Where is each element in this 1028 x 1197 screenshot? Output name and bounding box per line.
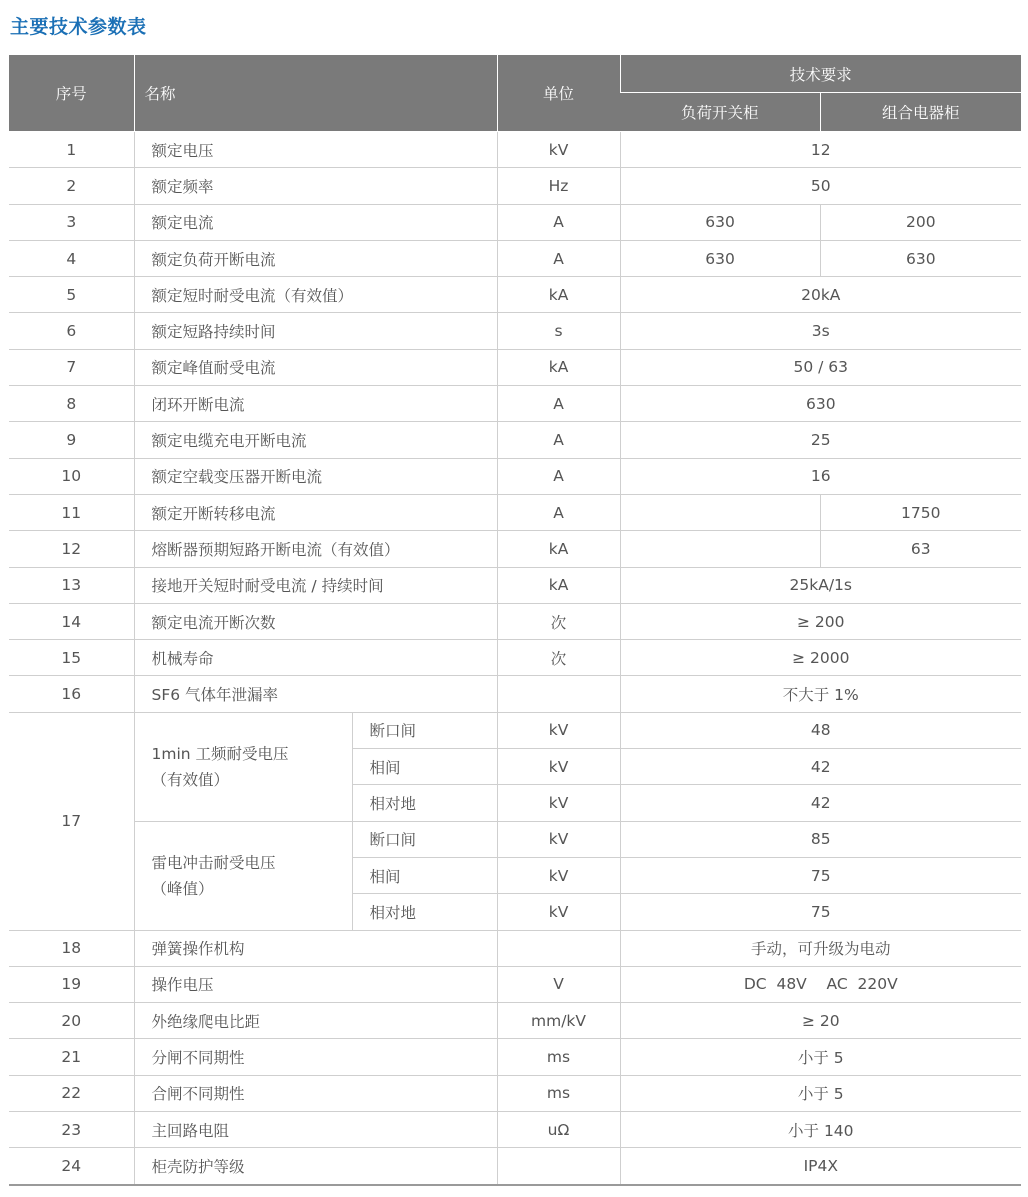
row-name: 柜壳防护等级 bbox=[134, 1148, 497, 1185]
row-no: 2 bbox=[9, 168, 134, 204]
row-no: 22 bbox=[9, 1075, 134, 1111]
row-no: 16 bbox=[9, 676, 134, 712]
row-value: 50 / 63 bbox=[620, 349, 1021, 385]
table-row bbox=[9, 422, 1021, 458]
row-no: 17 bbox=[9, 712, 134, 930]
row-value: 小于 140 bbox=[620, 1112, 1021, 1148]
row-unit: A bbox=[497, 422, 620, 458]
row-value: 85 bbox=[620, 821, 1021, 857]
row-no: 13 bbox=[9, 567, 134, 603]
row-value-col2: 63 bbox=[820, 531, 1021, 567]
table-row bbox=[9, 313, 1021, 349]
row-unit: s bbox=[497, 313, 620, 349]
table-row bbox=[9, 531, 1021, 567]
header-col1: 负荷开关柜 bbox=[620, 93, 820, 132]
row-name: 合闸不同期性 bbox=[134, 1075, 497, 1111]
row-unit: kV bbox=[497, 712, 620, 748]
row-unit: kV bbox=[497, 894, 620, 930]
row-unit: A bbox=[497, 240, 620, 276]
row-unit: Hz bbox=[497, 168, 620, 204]
table-row bbox=[9, 386, 1021, 422]
row-value: ≥ 20 bbox=[620, 1003, 1021, 1039]
row-unit bbox=[497, 930, 620, 966]
row-unit: ms bbox=[497, 1075, 620, 1111]
group-name-line1: 1min 工频耐受电压 bbox=[151, 744, 289, 763]
row-no: 6 bbox=[9, 313, 134, 349]
row-value-col1: 630 bbox=[620, 204, 820, 240]
row-name: 额定开断转移电流 bbox=[134, 494, 497, 530]
row-name: 熔断器预期短路开断电流（有效值） bbox=[134, 531, 497, 567]
table-row bbox=[9, 966, 1021, 1002]
row-unit: A bbox=[497, 458, 620, 494]
row-value: 50 bbox=[620, 168, 1021, 204]
row-value-col1 bbox=[620, 531, 820, 567]
row-unit: kV bbox=[497, 821, 620, 857]
group-name bbox=[134, 712, 352, 821]
group-name-line2: （峰值） bbox=[151, 879, 214, 898]
table-header bbox=[9, 55, 1021, 132]
row-value: 42 bbox=[620, 785, 1021, 821]
table-row bbox=[9, 1039, 1021, 1075]
row-unit: ms bbox=[497, 1039, 620, 1075]
row-name: 外绝缘爬电比距 bbox=[134, 1003, 497, 1039]
table-row bbox=[9, 494, 1021, 530]
header-no: 序号 bbox=[9, 55, 134, 132]
row-no: 5 bbox=[9, 277, 134, 313]
row-name: 额定电压 bbox=[134, 132, 497, 168]
table-row bbox=[9, 712, 1021, 748]
row-name: 额定电流 bbox=[134, 204, 497, 240]
table-row bbox=[9, 1112, 1021, 1148]
row-name: 额定电缆充电开断电流 bbox=[134, 422, 497, 458]
row-value: 小于 5 bbox=[620, 1039, 1021, 1075]
row-name: 弹簧操作机构 bbox=[134, 930, 497, 966]
sub-name: 断口间 bbox=[352, 712, 497, 748]
row-unit: V bbox=[497, 966, 620, 1002]
row-name: 额定短路持续时间 bbox=[134, 313, 497, 349]
row-unit: 次 bbox=[497, 640, 620, 676]
row-value: 75 bbox=[620, 857, 1021, 893]
row-name: 主回路电阻 bbox=[134, 1112, 497, 1148]
row-value: 3s bbox=[620, 313, 1021, 349]
row-no: 20 bbox=[9, 1003, 134, 1039]
row-value: 25kA/1s bbox=[620, 567, 1021, 603]
row-unit: 次 bbox=[497, 603, 620, 639]
table-row bbox=[9, 567, 1021, 603]
row-unit: kA bbox=[497, 531, 620, 567]
row-name: 额定短时耐受电流（有效值） bbox=[134, 277, 497, 313]
row-unit bbox=[497, 1148, 620, 1185]
row-unit: kA bbox=[497, 349, 620, 385]
table-row bbox=[9, 1003, 1021, 1039]
row-name: 额定空载变压器开断电流 bbox=[134, 458, 497, 494]
row-value: ≥ 2000 bbox=[620, 640, 1021, 676]
row-value: DC 48V AC 220V bbox=[620, 966, 1021, 1002]
table-row bbox=[9, 349, 1021, 385]
row-name: 接地开关短时耐受电流 / 持续时间 bbox=[134, 567, 497, 603]
row-unit: kA bbox=[497, 277, 620, 313]
row-no: 3 bbox=[9, 204, 134, 240]
row-name: 额定电流开断次数 bbox=[134, 603, 497, 639]
sub-name: 相对地 bbox=[352, 785, 497, 821]
table-row bbox=[9, 277, 1021, 313]
table-row bbox=[9, 240, 1021, 276]
row-no: 24 bbox=[9, 1148, 134, 1185]
table-row bbox=[9, 930, 1021, 966]
row-value: 小于 5 bbox=[620, 1075, 1021, 1111]
row-no: 4 bbox=[9, 240, 134, 276]
row-value: 42 bbox=[620, 749, 1021, 785]
table-row bbox=[9, 1148, 1021, 1185]
sub-name: 相间 bbox=[352, 749, 497, 785]
row-value: 手动，可升级为电动 bbox=[620, 930, 1021, 966]
row-value-col1: 630 bbox=[620, 240, 820, 276]
group-name-line1: 雷电冲击耐受电压 bbox=[151, 853, 276, 872]
header-tech: 技术要求 bbox=[620, 55, 1021, 93]
row-value: 20kA bbox=[620, 277, 1021, 313]
table-row bbox=[9, 1075, 1021, 1111]
row-value: 48 bbox=[620, 712, 1021, 748]
row-unit: A bbox=[497, 494, 620, 530]
row-name: 机械寿命 bbox=[134, 640, 497, 676]
row-value: 16 bbox=[620, 458, 1021, 494]
sub-name: 相对地 bbox=[352, 894, 497, 930]
row-unit: kA bbox=[497, 567, 620, 603]
page-title: 主要技术参数表 bbox=[10, 16, 147, 38]
row-no: 8 bbox=[9, 386, 134, 422]
row-no: 9 bbox=[9, 422, 134, 458]
header-name: 名称 bbox=[134, 55, 497, 132]
row-unit: kV bbox=[497, 132, 620, 168]
row-unit: kV bbox=[497, 857, 620, 893]
header-col2: 组合电器柜 bbox=[820, 93, 1021, 132]
row-name: 额定负荷开断电流 bbox=[134, 240, 497, 276]
row-no: 11 bbox=[9, 494, 134, 530]
row-name: 额定频率 bbox=[134, 168, 497, 204]
sub-name: 断口间 bbox=[352, 821, 497, 857]
row-no: 19 bbox=[9, 966, 134, 1002]
row-name: 操作电压 bbox=[134, 966, 497, 1002]
row-value-col2: 200 bbox=[820, 204, 1021, 240]
row-unit: A bbox=[497, 386, 620, 422]
row-no: 1 bbox=[9, 132, 134, 168]
row-no: 23 bbox=[9, 1112, 134, 1148]
table-body bbox=[9, 132, 1021, 1185]
row-unit: mm/kV bbox=[497, 1003, 620, 1039]
row-unit: A bbox=[497, 204, 620, 240]
sub-name: 相间 bbox=[352, 857, 497, 893]
row-value-col1 bbox=[620, 494, 820, 530]
row-unit bbox=[497, 676, 620, 712]
row-value-col2: 1750 bbox=[820, 494, 1021, 530]
spec-table bbox=[9, 55, 1021, 1186]
row-name: 额定峰值耐受电流 bbox=[134, 349, 497, 385]
table-row bbox=[9, 821, 1021, 857]
table-row bbox=[9, 458, 1021, 494]
table-row bbox=[9, 168, 1021, 204]
row-unit: uΩ bbox=[497, 1112, 620, 1148]
row-no: 21 bbox=[9, 1039, 134, 1075]
row-value: 不大于 1% bbox=[620, 676, 1021, 712]
row-value: IP4X bbox=[620, 1148, 1021, 1185]
row-value: 630 bbox=[620, 386, 1021, 422]
row-value: ≥ 200 bbox=[620, 603, 1021, 639]
row-no: 12 bbox=[9, 531, 134, 567]
row-value: 12 bbox=[620, 132, 1021, 168]
row-unit: kV bbox=[497, 749, 620, 785]
row-no: 15 bbox=[9, 640, 134, 676]
row-name: 闭环开断电流 bbox=[134, 386, 497, 422]
table-row bbox=[9, 603, 1021, 639]
group-name-line2: （有效值） bbox=[151, 770, 230, 789]
row-name: 分闸不同期性 bbox=[134, 1039, 497, 1075]
row-value: 75 bbox=[620, 894, 1021, 930]
row-unit: kV bbox=[497, 785, 620, 821]
row-value: 25 bbox=[620, 422, 1021, 458]
header-unit: 单位 bbox=[497, 55, 620, 132]
row-no: 7 bbox=[9, 349, 134, 385]
row-no: 14 bbox=[9, 603, 134, 639]
row-no: 10 bbox=[9, 458, 134, 494]
row-value-col2: 630 bbox=[820, 240, 1021, 276]
table-row bbox=[9, 132, 1021, 168]
group-name bbox=[134, 821, 352, 930]
table-row bbox=[9, 640, 1021, 676]
row-name: SF6 气体年泄漏率 bbox=[134, 676, 497, 712]
table-row bbox=[9, 204, 1021, 240]
table-row bbox=[9, 676, 1021, 712]
row-no: 18 bbox=[9, 930, 134, 966]
